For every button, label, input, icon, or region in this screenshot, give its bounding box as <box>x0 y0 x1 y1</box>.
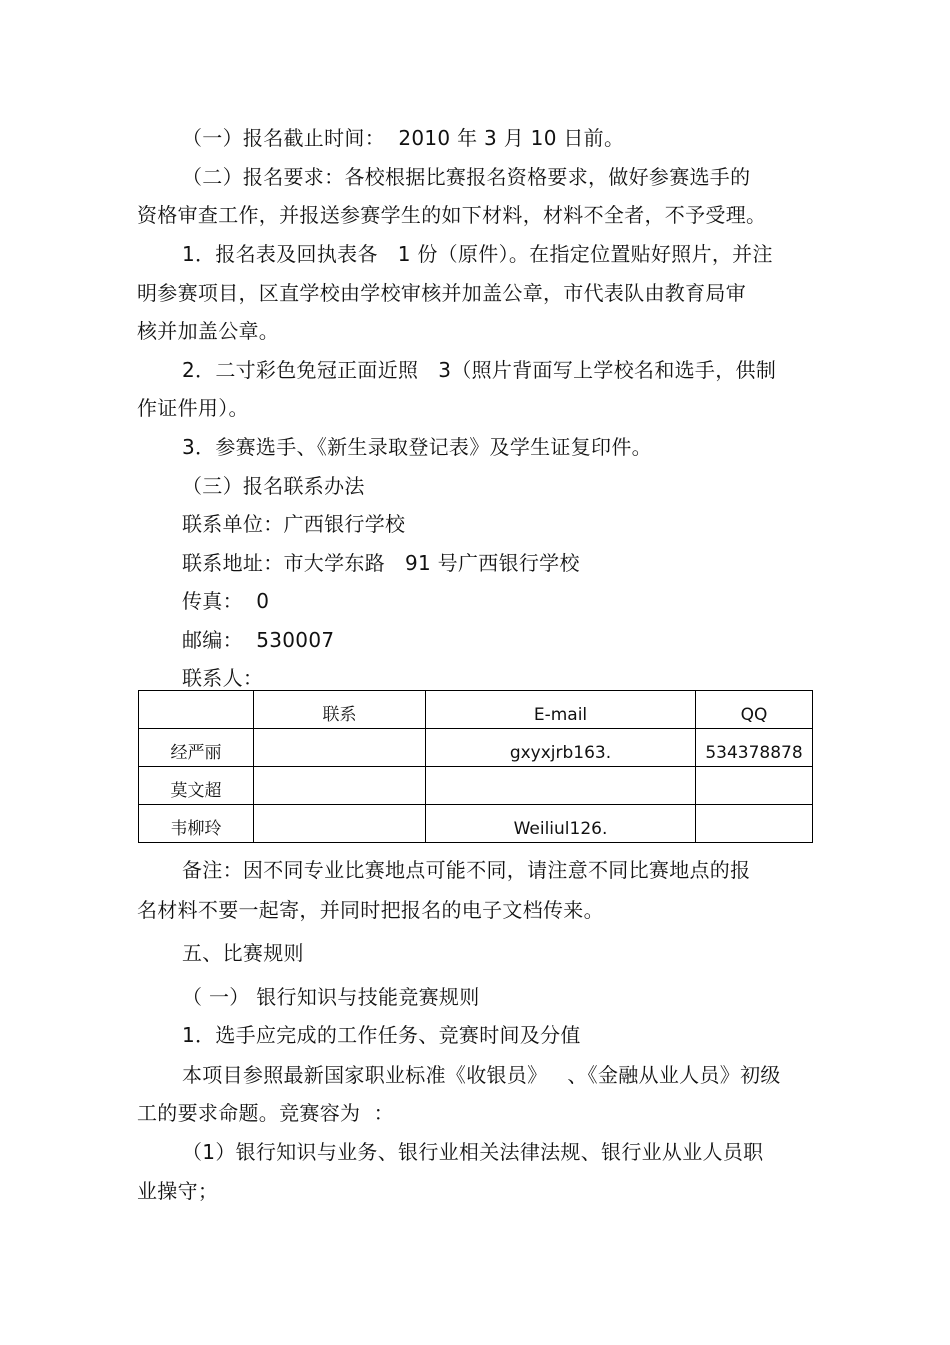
table-cell-name: 韦柳玲 <box>139 805 254 843</box>
table-row <box>139 805 813 843</box>
paragraph-standard: 本项目参照最新国家职业标准《收银员》 、《金融从业人员》初级 <box>182 1063 781 1087</box>
note: 备注：因不同专业比赛地点可能不同，请注意不同比赛地点的报 <box>182 858 751 882</box>
contact-postcode: 邮编： 530007 <box>182 628 335 652</box>
paragraph-contact-method: （三）报名联系办法 <box>182 474 365 498</box>
table-cell-email <box>426 767 696 805</box>
contact-fax: 传真： 0 <box>182 589 270 613</box>
table-cell-qq: 534378878 <box>696 729 813 767</box>
content-item-1-cont: 业操守； <box>137 1179 219 1203</box>
contact-unit: 联系单位：广西银行学校 <box>182 512 406 536</box>
table-cell-qq <box>696 767 813 805</box>
paragraph-item-3: 3．参赛选手、《新生录取登记表》及学生证复印件。 <box>182 435 652 459</box>
note-cont: 名材料不要一起寄，并同时把报名的电子文档传来。 <box>137 898 604 922</box>
table-row <box>139 767 813 805</box>
table-cell-contact <box>254 729 426 767</box>
table-cell-email: gxyxjrb163. <box>426 729 696 767</box>
table-header-cell: QQ <box>696 691 813 729</box>
contact-address: 联系地址：市大学东路 91 号广西银行学校 <box>182 551 580 575</box>
table-cell-contact <box>254 767 426 805</box>
table-cell-qq <box>696 805 813 843</box>
table-header-cell <box>139 691 254 729</box>
paragraph-item-1: 1．报名表及回执表各 1 份（原件）。在指定位置贴好照片，并注 <box>182 242 773 266</box>
table-header-row <box>139 691 813 729</box>
table-row <box>139 729 813 767</box>
table-header-cell: E-mail <box>426 691 696 729</box>
subsection-heading: （ 一） 银行知识与技能竞赛规则 <box>182 985 480 1009</box>
contact-table <box>138 690 813 843</box>
content-item-1: （1）银行知识与业务、银行业相关法律法规、银行业从业人员职 <box>182 1140 764 1164</box>
table-cell-email: Weiliul126. <box>426 805 696 843</box>
contact-person-label: 联系人： <box>182 666 264 690</box>
table-header-cell: 联系 <box>254 691 426 729</box>
paragraph-standard-cont: 工的要求命题。竞赛容为 ： <box>137 1101 394 1125</box>
paragraph-requirements: （二）报名要求：各校根据比赛报名资格要求，做好参赛选手的 <box>182 165 751 189</box>
table-cell-name: 莫文超 <box>139 767 254 805</box>
section-heading-rules: 五、比赛规则 <box>182 941 304 965</box>
table-cell-contact <box>254 805 426 843</box>
paragraph-deadline: （一）报名截止时间： 2010 年 3 月 10 日前。 <box>182 126 625 150</box>
paragraph-requirements-cont: 资格审查工作，并报送参赛学生的如下材料，材料不全者，不予受理。 <box>137 203 767 227</box>
paragraph-item-2-cont: 作证件用）。 <box>137 396 249 420</box>
paragraph-item-1-cont2: 核并加盖公章。 <box>137 319 280 343</box>
paragraph-item-2: 2．二寸彩色免冠正面近照 3（照片背面写上学校名和选手，供制 <box>182 358 777 382</box>
paragraph-item-1-cont: 明参赛项目，区直学校由学校审核并加盖公章，市代表队由教育局审 <box>137 281 746 305</box>
table-cell-name: 经严丽 <box>139 729 254 767</box>
rule-item-1: 1．选手应完成的工作任务、竞赛时间及分值 <box>182 1023 581 1047</box>
